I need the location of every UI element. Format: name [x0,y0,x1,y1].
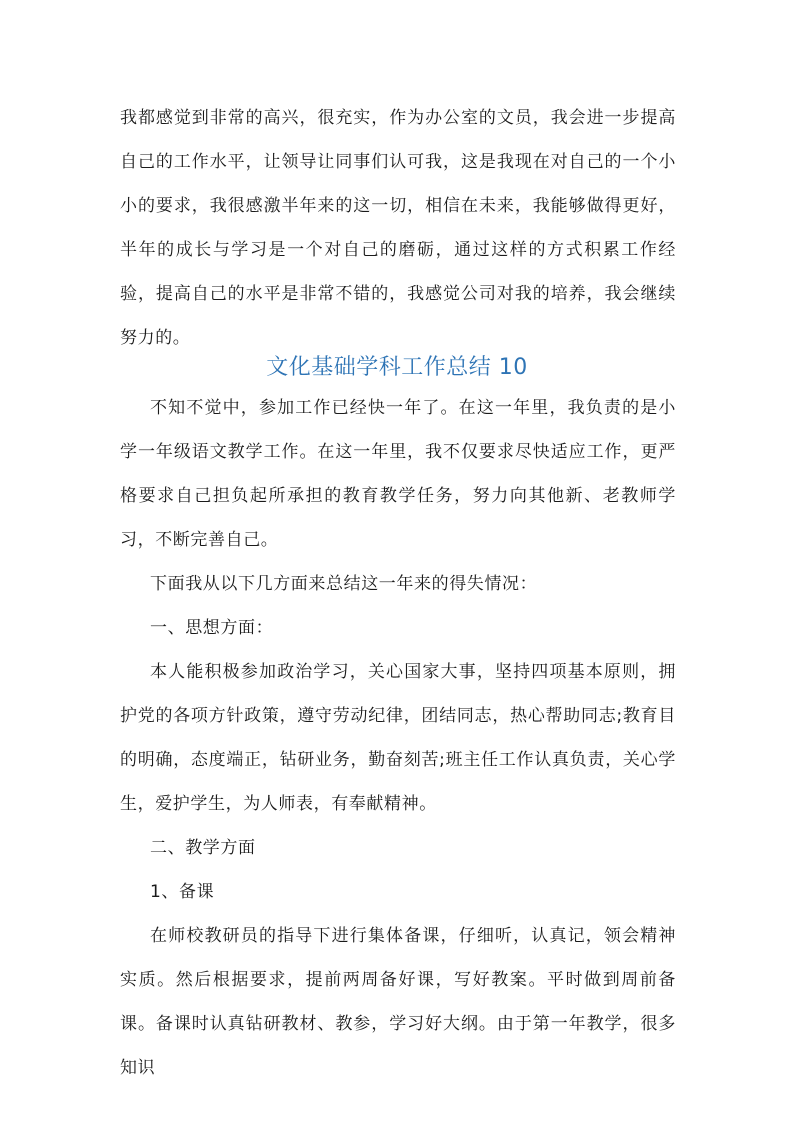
paragraph-overview: 下面我从以下几方面来总结这一年来的得失情况： [150,574,538,594]
heading-teaching: 二、教学方面 [150,838,256,858]
heading-thought: 一、思想方面： [150,618,274,638]
section-title: 文化基础学科工作总结 10 [266,355,528,380]
intro-paragraph: 我都感觉到非常的高兴，很充实，作为办公室的文员，我会进一步提高自己的工作水平，让领导让同事们认可我，这是我现在对自己的一个小小的要求，我很感激半年来的这一切，相信在未来，我能够做得更好，半年的成长与学习是一个对自己的磨砺，通过这样的方式积累工作经验，提高自己的水平是非常不错的，我感觉公司对我的培养，我会继续努力的。 [120,108,676,348]
paragraph-lesson-prep: 在师校教研员的指导下进行集体备课，仔细听，认真记，领会精神实质。然后根据要求，提前两周备好课，写好教案。平时做到周前备课。备课时认真钻研教材、教参，学习好大纲。由于第一年教学，很多知识 [120,926,676,1078]
heading-lesson-prep: 1、备课 [150,882,215,902]
paragraph-thought: 本人能积极参加政治学习，关心国家大事，坚持四项基本原则，拥护党的各项方针政策，遵守劳动纪律，团结同志，热心帮助同志;教育目的明确，态度端正，钻研业务，勤奋刻苦;班主任工作认真负责，关心学生，爱护学生，为人师表，有奉献精神。 [120,662,676,814]
paragraph-intro-summary: 不知不觉中，参加工作已经快一年了。在这一年里，我负责的是小学一年级语文教学工作。在这一年里，我不仅要求尽快适应工作，更严格要求自己担负起所承担的教育教学任务，努力向其他新、老教师学习，不断完善自己。 [120,398,676,550]
body-section [120,386,676,1090]
intro-section [120,96,676,360]
